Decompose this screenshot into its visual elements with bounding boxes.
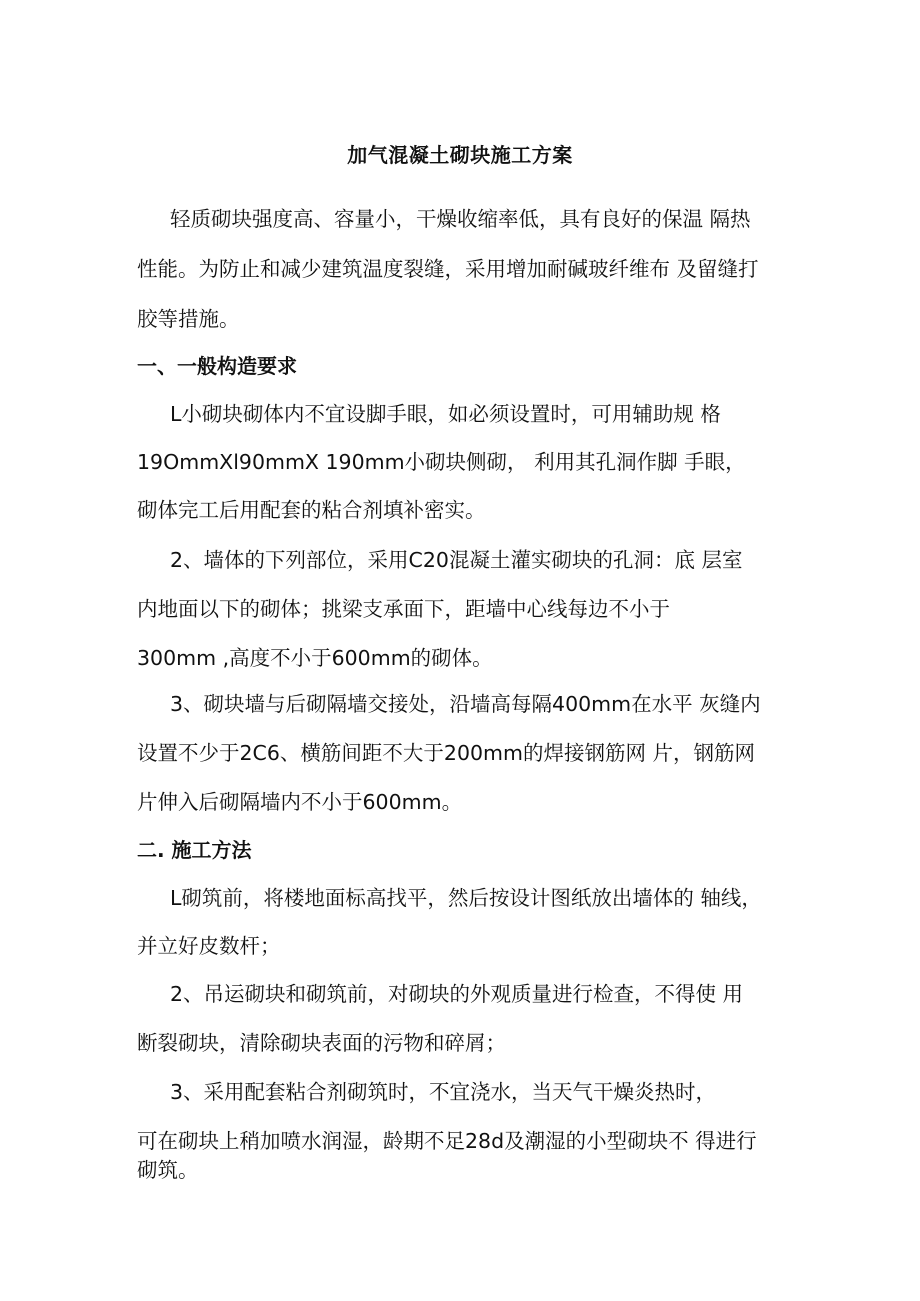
s2-item1-line-1: L砌筑前，将楼地面标高找平，然后按设计图纸放出墙体的 轴线， — [170, 886, 762, 910]
s2-item3-line-1: 3、采用配套粘合剂砌筑时，不宜浇水，当天气干燥炎热时， — [170, 1080, 717, 1104]
s2-item3-line-3: 砌筑。 — [137, 1158, 199, 1182]
s1-item3-line-2: 设置不少于2C6、横筋间距不大于200mm的焊接钢筋网 片，钢筋网 — [137, 741, 755, 765]
s2-item2-line-2: 断裂砌块，清除砌块表面的污物和碎屑； — [137, 1031, 506, 1055]
section-1-heading: 一、一般构造要求 — [137, 354, 297, 378]
s1-item1-line-2: 19OmmXl90mmX 190mm小砌块侧砌， 利用其孔洞作脚 手眼， — [137, 450, 746, 474]
s2-item3-line-2: 可在砌块上稍加喷水润湿，龄期不足28d及潮湿的小型砌块不 得进行 — [137, 1129, 757, 1153]
document-title: 加气混凝土砌块施工方案 — [347, 143, 573, 167]
s2-item1-line-2: 并立好皮数杆； — [137, 934, 281, 958]
s2-item2-line-1: 2、吊运砌块和砌筑前，对砌块的外观质量进行检查，不得使 用 — [170, 982, 744, 1006]
intro-line-3: 胶等措施。 — [137, 307, 240, 331]
s1-item1-line-1: L小砌块砌体内不宜设脚手眼，如必须设置时，可用辅助规 格 — [170, 402, 721, 426]
s1-item2-line-1: 2、墙体的下列部位，采用C20混凝土灌实砌块的孔洞：底 层室 — [170, 548, 743, 572]
s1-item3-line-1: 3、砌块墙与后砌隔墙交接处，沿墙高每隔400mm在水平 灰缝内 — [170, 692, 761, 716]
s1-item3-line-3: 片伸入后砌隔墙内不小于600mm。 — [137, 790, 463, 814]
intro-line-1: 轻质砌块强度高、容量小，干燥收缩率低，具有良好的保温 隔热 — [170, 207, 751, 231]
intro-line-2: 性能。为防止和减少建筑温度裂缝，采用增加耐碱玻纤维布 及留缝打 — [137, 257, 759, 281]
s1-item2-line-2: 内地面以下的砌体；挑梁支承面下，距墙中心线每边不小于 — [137, 597, 670, 621]
s1-item2-line-3: 300mm ,高度不小于600mm的砌体。 — [137, 646, 493, 670]
s1-item1-line-3: 砌体完工后用配套的粘合剂填补密实。 — [137, 498, 486, 522]
section-2-heading: 二. 施工方法 — [137, 838, 252, 862]
